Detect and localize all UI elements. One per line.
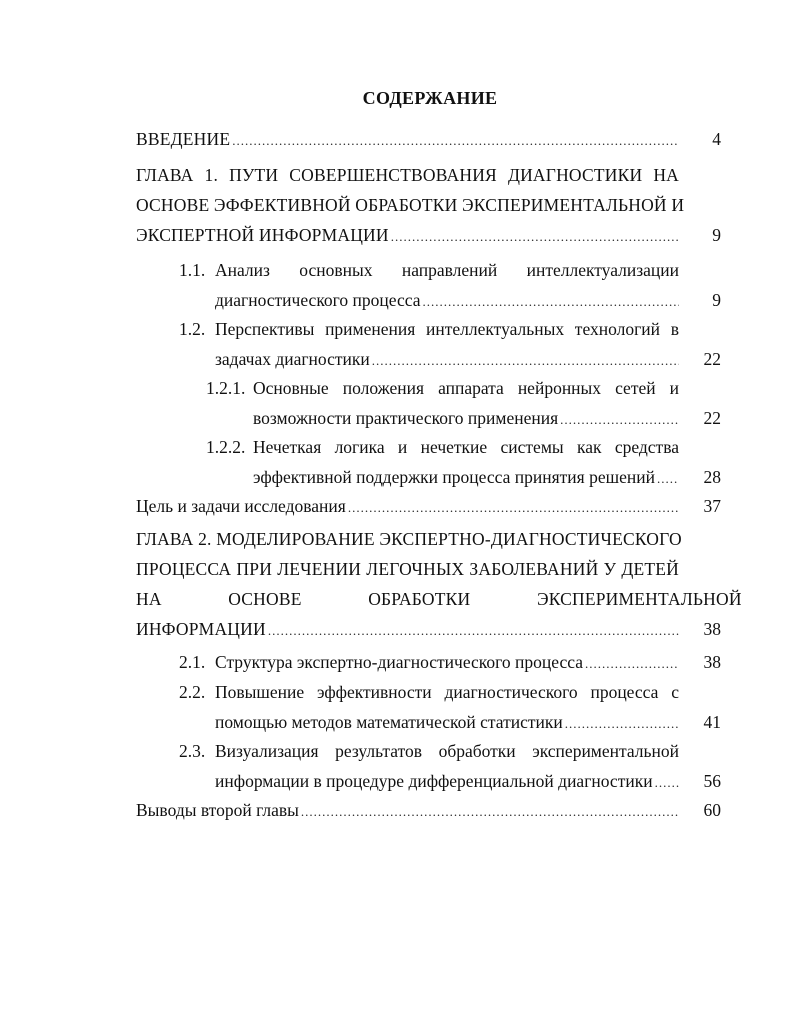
chapter-2-line-3: НА ОСНОВЕ ОБРАБОТКИ ЭКСПЕРИМЕНТАЛЬНОЙ: [136, 589, 742, 609]
leader-dots: [268, 616, 679, 646]
chapter-2-line-1: ГЛАВА 2. МОДЕЛИРОВАНИЕ ЭКСПЕРТНО-ДИАГНОСТИЧЕСКОГО: [136, 529, 682, 549]
toc-entry-chapter-2[interactable]: [136, 524, 742, 644]
page-number: 38: [703, 619, 721, 639]
section-number: 1.1.: [179, 260, 206, 280]
leader-dots: [423, 287, 680, 317]
leader-dots: [560, 405, 679, 435]
chapter-2-line-2: ПРОЦЕССА ПРИ ЛЕЧЕНИИ ЛЕГОЧНЫХ ЗАБОЛЕВАНИЙ У ДЕТЕЙ: [136, 559, 679, 579]
section-1-1-line-2: диагностического процесса: [215, 290, 421, 310]
leader-dots: [391, 222, 679, 252]
leader-dots: [585, 649, 679, 679]
section-2-1-text: Структура экспертно-диагностического процесса: [215, 652, 583, 672]
toc-entry-1-2-2[interactable]: [136, 432, 721, 492]
section-number: 2.2.: [179, 682, 206, 702]
section-number: 2.3.: [179, 741, 206, 761]
page-number: 56: [703, 771, 721, 791]
section-2-3-line-1: Визуализация результатов обработки экспериментальной: [215, 741, 679, 761]
section-2-2-line-2: помощью методов математической статистики: [215, 712, 563, 732]
section-1-2-line-2: задачах диагностики: [215, 349, 370, 369]
section-2-2-line-1: Повышение эффективности диагностического процесса с: [215, 682, 679, 702]
page-number: 37: [703, 496, 721, 516]
page-number: 28: [703, 467, 721, 487]
page-number: 60: [703, 800, 721, 820]
toc-entry-2-1[interactable]: [136, 647, 721, 677]
section-number: 1.2.2.: [206, 437, 246, 457]
page-number: 38: [703, 652, 721, 672]
toc-entry-1-2[interactable]: [136, 314, 721, 374]
section-number: 1.2.: [179, 319, 206, 339]
leader-dots: [348, 493, 679, 523]
toc-entry-2-2[interactable]: [136, 677, 721, 737]
chapter-1-line-1: ГЛАВА 1. ПУТИ СОВЕРШЕНСТВОВАНИЯ ДИАГНОСТИКИ НА: [136, 165, 679, 185]
toc-entry-intro-text: ВВЕДЕНИЕ: [136, 129, 231, 149]
toc-entry-1-2-1[interactable]: [136, 373, 721, 433]
page-number: 9: [712, 290, 721, 310]
section-1-2-line-1: Перспективы применения интеллектуальных технологий в: [215, 319, 679, 339]
page-number: 22: [703, 408, 721, 428]
leader-dots: [655, 768, 679, 798]
page-number: 4: [712, 129, 721, 149]
leader-dots: [372, 346, 679, 376]
section-number: 2.1.: [179, 652, 206, 672]
section-1-2-1-line-2: возможности практического применения: [253, 408, 559, 428]
page-number: 41: [703, 712, 721, 732]
toc-title: СОДЕРЖАНИЕ: [362, 88, 498, 108]
leader-dots: [657, 464, 679, 494]
leader-dots: [301, 797, 679, 827]
section-1-2-2-line-2: эффективной поддержки процесса принятия решений: [253, 467, 655, 487]
page-number: 9: [712, 225, 721, 245]
section-1-1-line-1: Анализ основных направлений интеллектуализации: [215, 260, 679, 280]
toc-entry-1-1[interactable]: [136, 255, 721, 315]
leader-dots: [565, 709, 679, 739]
chapter-2-line-4: ИНФОРМАЦИИ: [136, 619, 266, 639]
chapter-1-line-3: ЭКСПЕРТНОЙ ИНФОРМАЦИИ: [136, 225, 389, 245]
toc-entry-conclusions[interactable]: [136, 795, 721, 825]
chapter-1-line-2: ОСНОВЕ ЭФФЕКТИВНОЙ ОБРАБОТКИ ЭКСПЕРИМЕНТАЛЬНОЙ И: [136, 195, 685, 215]
page-number: 22: [703, 349, 721, 369]
section-2-3-line-2: информации в процедуре дифференциальной диагностики: [215, 771, 653, 791]
section-1-2-2-line-1: Нечеткая логика и нечеткие системы как средства: [253, 437, 679, 457]
toc-entry-chapter-1[interactable]: [136, 160, 721, 250]
toc-entry-goals[interactable]: [136, 491, 721, 521]
toc-entry-intro[interactable]: [136, 124, 721, 154]
leader-dots: [232, 126, 679, 156]
section-1-2-1-line-1: Основные положения аппарата нейронных сетей и: [253, 378, 679, 398]
section-number: 1.2.1.: [206, 378, 246, 398]
toc-entry-conclusions-text: Выводы второй главы: [136, 800, 299, 820]
toc-entry-2-3[interactable]: [136, 736, 721, 796]
toc-entry-goals-text: Цель и задачи исследования: [136, 496, 346, 516]
